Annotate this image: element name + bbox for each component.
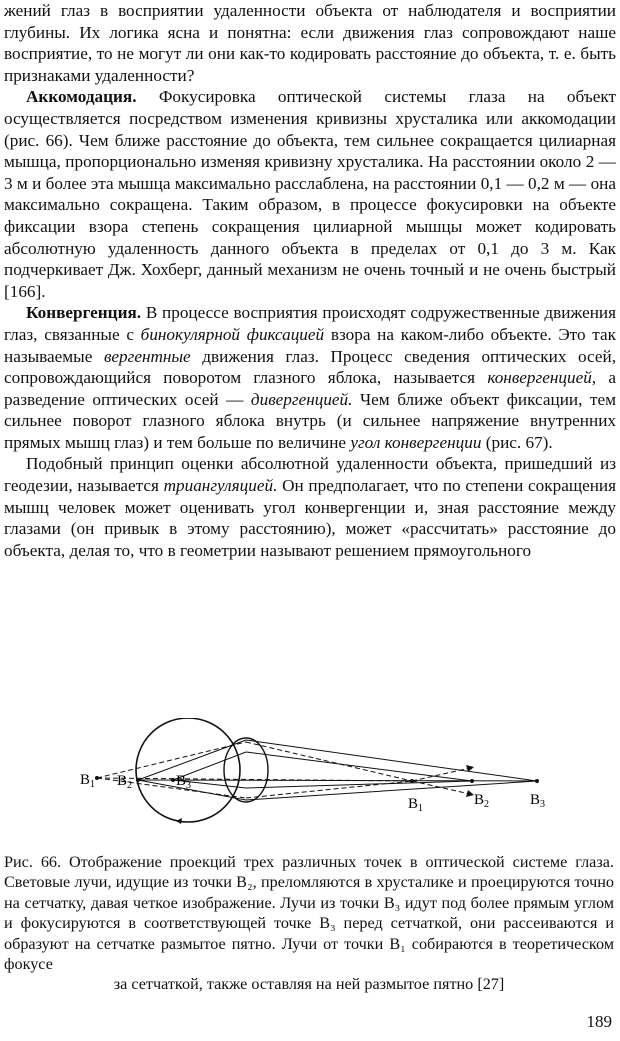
triangulation-text-a: Подобный принцип оценки абсолютной удаленности объекта, пришедший из геодезии, называется — [4, 454, 616, 496]
term-binocular-fixation: бинокулярной фиксацией — [140, 324, 325, 344]
page-number: 189 — [586, 1012, 612, 1031]
term-convergence: конвергенцией — [487, 368, 592, 388]
convergence-text-d: , а разведение оптических осей — — [4, 368, 616, 409]
label-b2-left: $B_2$ — [117, 773, 133, 791]
rays-dashed — [97, 742, 470, 798]
convergence-text-f: (рис. 67). — [481, 432, 553, 452]
term-convergence-angle: угол конвергенции — [350, 432, 482, 452]
convergence-text-e: Чем ближе объект фиксации, тем сильнее поворот глазного яблока внутрь (и сильнее напряжение внутренних прямых мышц глаз) и тем больше по величине — [4, 389, 616, 452]
lens-ellipse — [224, 738, 268, 802]
term-divergence: дивергенцией. — [250, 389, 353, 409]
term-vergent: вергентные — [103, 346, 191, 366]
paragraph-intro: жений глаз в восприятии удаленности объекта от наблюдателя и восприятии глубины. Их логика ясна и понятна: если движения глаз сопровождают наше восприятие, то не могут ли они как-то кодировать расстояние до объекта, т. е. быть признаками удаленности? — [4, 1, 616, 85]
triangulation-text-b: Он предполагает, что по степени сокращения мышц человек может оценивать угол конвергенции и, зная расстояние между глазами (он привык в этому расстоянию), может «рассчитать» расстояние до объекта, делая то, что в геометрии называют решением прямоугольного — [4, 476, 617, 560]
paragraph-accommodation — [4, 86, 616, 302]
label-b3-left: $B_3$ — [176, 773, 192, 791]
eye-optics-svg — [0, 718, 620, 848]
caption-text: Рис. 66. Отображение проекций трех различных точек в оптической системе глаза. Световые лучи, идущие из точки B₂, преломляются в хрусталике и проецируются точно на сетчатку, давая четкое изображение. Лучи из точки B₃ идут под более прямым углом и фокусируются в соответствующей точке B₃ перед сетчаткой, они рассеиваются и образуют на сетчатке размытое пятно. Лучи от точки B₁ собираются в теоретическом фокусе — [4, 853, 614, 974]
heading-accommodation: Аккомодация. — [26, 87, 137, 107]
accommodation-text: Фокусировка оптической системы глаза на объект осуществляется посредством изменения кривизны хрусталика или аккомодации (рис. 66). Чем ближе расстояние до объекта, тем сильнее сокращается цилиарная мышца, пропорционально изменяя кривизну хрусталика. На расстоянии около 2 — 3 м и более эта мышца максимально расслаблена, на расстоянии 0,1 — 0,2 м — она максимально сокращена. Таким образом, в процессе фокусировки на объекте фиксации взора степень сокращения цилиарной мышцы может кодировать абсолютную удаленность данного объекта в пределах от 0,1 до 3 м. Как подчеркивает Дж. Хохберг, данный механизм не очень точный и не очень быстрый [166]. — [4, 87, 616, 301]
label-b1-right: $B_1$ — [408, 796, 424, 814]
page-text — [4, 0, 616, 561]
figure-caption — [4, 852, 614, 995]
paragraph-convergence — [4, 302, 616, 453]
figure-66-eye-diagram — [0, 718, 620, 848]
convergence-text-b: взора на каком-либо объекте. Это так называемые — [4, 324, 616, 366]
body-text — [4, 0, 616, 561]
caption-last-line: за сетчаткой, также оставляя на ней размытое пятно [27] — [113, 975, 505, 994]
rotation-arrow-icon — [176, 818, 182, 824]
arrow-down-icon — [466, 790, 474, 797]
rays-solid — [138, 740, 537, 800]
label-b3-right: $B_3$ — [530, 792, 546, 810]
paragraph-triangulation — [4, 453, 616, 561]
convergence-text-c: движения глаз. Процесс сведения оптических осей, сопровождающийся поворотом глазного яблока, называется — [4, 346, 616, 388]
term-triangulation: триангуляцией. — [163, 476, 278, 496]
label-b1-left: $B_1$ — [80, 772, 96, 790]
heading-convergence: Конвергенция. — [26, 303, 142, 323]
label-b2-right: $B_2$ — [474, 792, 490, 810]
convergence-text-a: В процессе восприятия происходят содружественные движения глаз, связанные с — [4, 303, 616, 344]
